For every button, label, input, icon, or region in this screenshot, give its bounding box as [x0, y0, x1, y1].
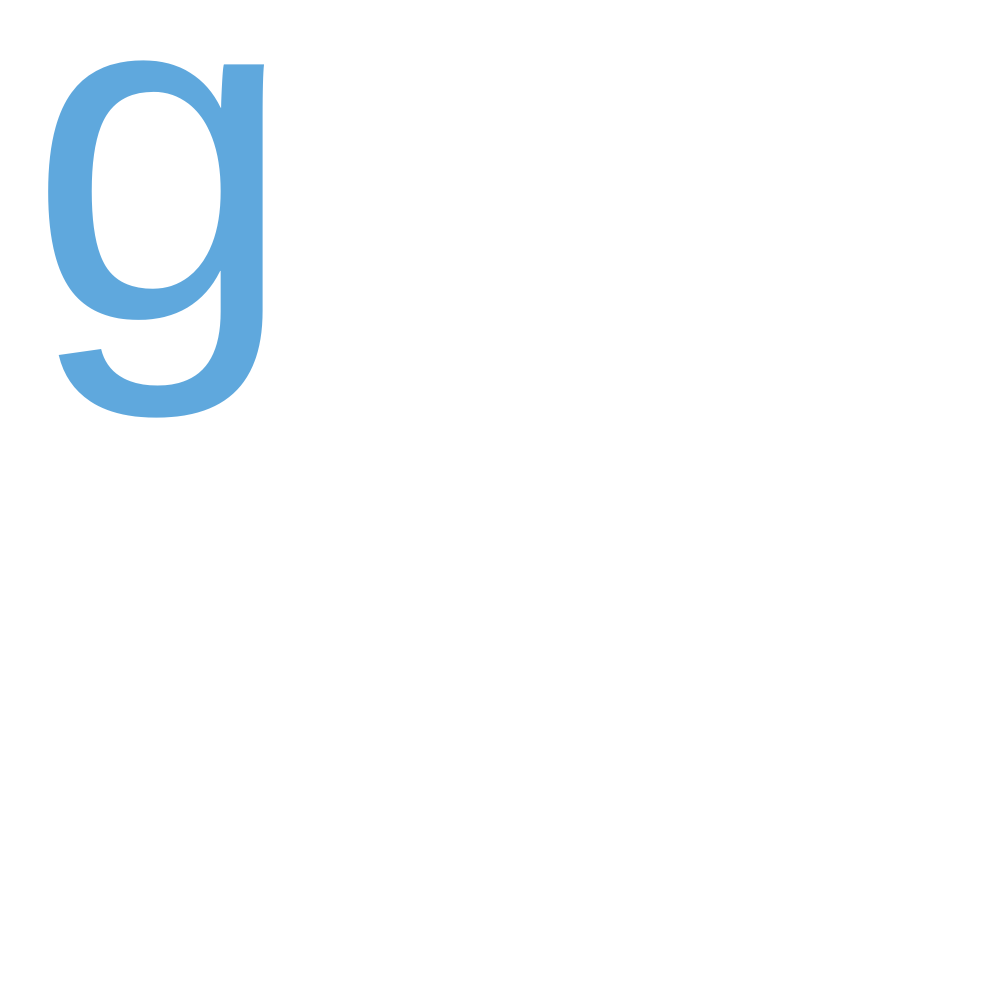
letter-glyph: g — [28, 0, 295, 420]
